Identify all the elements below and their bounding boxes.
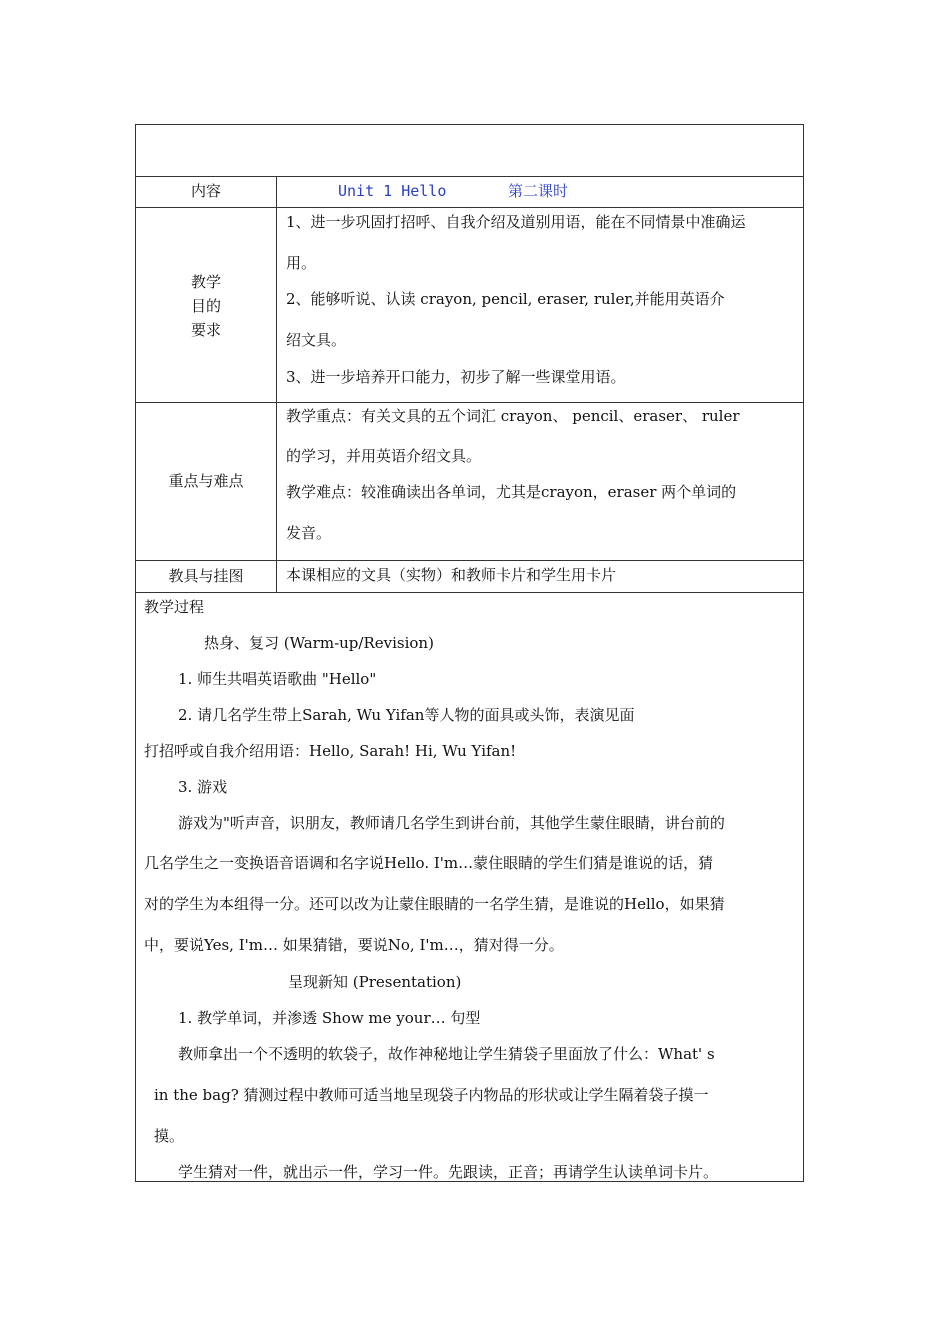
process-line: 打招呼或自我介绍用语：Hello, Sarah! Hi, Wu Yifan!	[144, 742, 517, 760]
process-line: 呈现新知 (Presentation)	[288, 973, 462, 991]
process-line: 中，要说Yes, I'm… 如果猜错，要说No, I'm…，猜对得一分。	[144, 936, 564, 954]
lesson-number: 第二课时	[508, 182, 569, 200]
content-label: 内容	[190, 182, 221, 200]
key-point-line: 教学难点：较准确读出各单词，尤其是crayon，eraser 两个单词的	[286, 483, 737, 501]
process-line: 摸。	[154, 1127, 185, 1145]
objective-line: 绍文具。	[286, 331, 347, 349]
key-points-label: 重点与难点	[168, 472, 244, 490]
objectives-label-line: 目的	[190, 297, 221, 315]
key-point-line: 教学重点：有关文具的五个词汇 crayon、 pencil、eraser、 ruler	[286, 407, 740, 425]
column-divider	[276, 176, 277, 592]
process-line: 3. 游戏	[178, 778, 228, 796]
objectives-label-line: 要求	[190, 321, 221, 339]
key-point-line: 的学习，并用英语介绍文具。	[286, 447, 482, 465]
process-line: 2. 请几名学生带上Sarah, Wu Yifan等人物的面具或头饰，表演见面	[178, 706, 635, 724]
process-line: in the bag? 猜测过程中教师可适当地呈现袋子内物品的形状或让学生隔着袋子摸一	[154, 1086, 709, 1104]
aids-label: 教具与挂图	[168, 567, 244, 585]
process-line: 1. 教学单词，并渗透 Show me your… 句型	[178, 1009, 481, 1027]
objective-line: 3、进一步培养开口能力，初步了解一些课堂用语。	[286, 368, 626, 386]
process-line: 学生猜对一件，就出示一件，学习一件。先跟读，正音；再请学生认读单词卡片。	[178, 1163, 719, 1181]
objective-line: 用。	[286, 254, 317, 272]
row-divider	[136, 402, 803, 403]
process-line: 教师拿出一个不透明的软袋子，故作神秘地让学生猜袋子里面放了什么：What' s	[178, 1045, 715, 1063]
process-line: 1. 师生共唱英语歌曲 "Hello"	[178, 670, 377, 688]
aids-text: 本课相应的文具（实物）和教师卡片和学生用卡片	[286, 566, 617, 584]
row-divider	[136, 560, 803, 561]
row-divider	[136, 592, 803, 593]
objectives-label-line: 教学	[190, 273, 221, 291]
objective-line: 2、能够听说、认读 crayon, pencil, eraser, ruler,并能用英语介	[286, 290, 725, 308]
unit-title: Unit 1 Hello	[338, 182, 447, 200]
key-point-line: 发音。	[286, 524, 332, 542]
process-line: 对的学生为本组得一分。还可以改为让蒙住眼睛的一名学生猜，是谁说的Hello，如果猜	[144, 895, 725, 913]
row-divider	[136, 207, 803, 208]
process-line: 几名学生之一变换语音语调和名字说Hello. I'm…蒙住眼睛的学生们猜是谁说的话，猜	[144, 854, 714, 872]
lesson-plan-table	[135, 124, 804, 1182]
objective-line: 1、进一步巩固打招呼、自我介绍及道别用语，能在不同情景中准确运	[286, 213, 746, 231]
process-line: 游戏为"听声音，识朋友，教师请几名学生到讲台前，其他学生蒙住眼睛，讲台前的	[178, 814, 725, 832]
process-line: 热身、复习 (Warm-up/Revision)	[204, 634, 434, 652]
process-title: 教学过程	[144, 598, 205, 616]
row-divider	[136, 176, 803, 177]
